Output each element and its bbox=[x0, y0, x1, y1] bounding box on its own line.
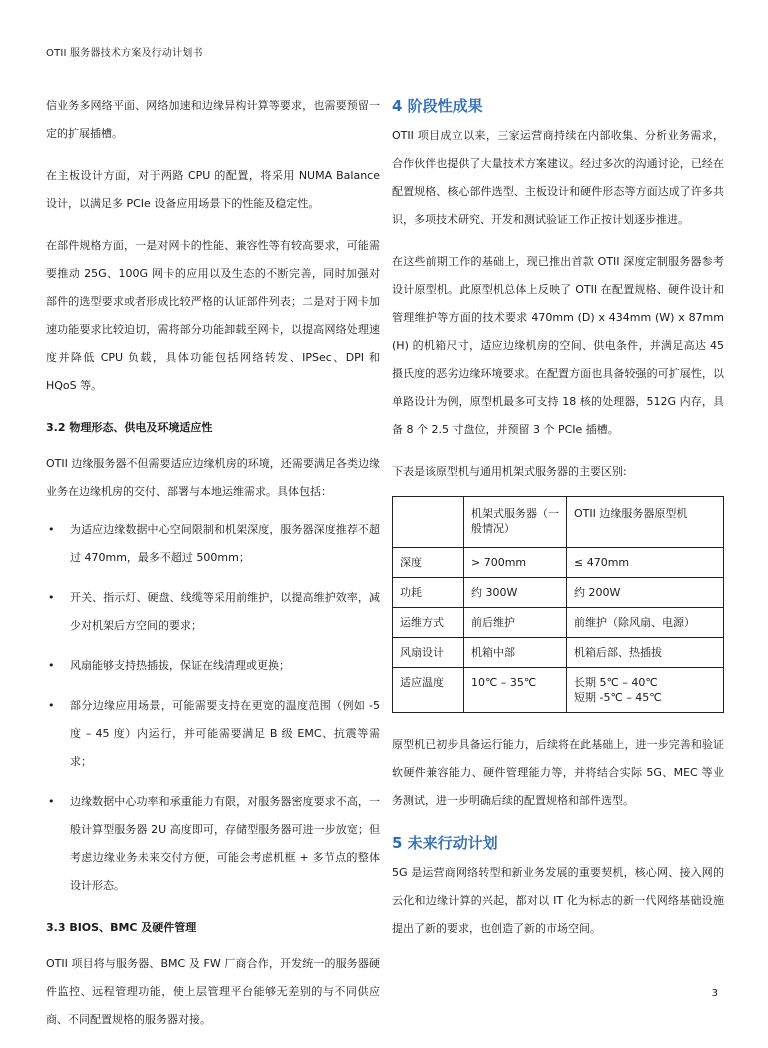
paragraph: 在主板设计方面，对于两路 CPU 的配置，将采用 NUMA Balance 设计，以满足多 PCIe 设备应用场景下的性能及稳定性。 bbox=[46, 169, 380, 210]
paragraph: 在部件规格方面，一是对网卡的性能、兼容性等有较高要求，可能需要推动 25G、100G 网卡的应用以及生态的不断完善，同时加强对部件的选型要求或者形成比较严格的认证部件列表；二是对于网卡加速功能要求比较迫切，需将部分功能卸载至网卡，以提高网络处理速度并降低 CPU 负载，具体功能包括网络转发、IPSec、DPI 和 HQoS 等。 bbox=[46, 239, 380, 392]
table-cell: 功耗 bbox=[393, 578, 464, 608]
paragraph: 原型机已初步具备运行能力，后续将在此基础上，进一步完善和验证软硬件兼容能力、硬件管理能力等，并将结合实际 5G、MEC 等业务测试，进一步明确后续的配置规格和部件选型。 bbox=[392, 738, 724, 807]
table-header-cell bbox=[393, 497, 464, 548]
table-header-row bbox=[393, 497, 724, 548]
list-item: • 为适应边缘数据中心空间限制和机架深度，服务器深度推荐不超过 470mm，最多不超过 500mm； bbox=[46, 516, 380, 572]
table-row bbox=[393, 668, 724, 713]
table-row bbox=[393, 608, 724, 638]
table-cell: 前维护（除风扇、电源） bbox=[567, 608, 724, 638]
list-item: • 开关、指示灯、硬盘、线缆等采用前维护，以提高维护效率，减少对机架后方空间的要求； bbox=[46, 584, 380, 640]
table-cell: 约 200W bbox=[567, 578, 724, 608]
table-cell: > 700mm bbox=[464, 548, 567, 578]
paragraph: 信业务多网络平面、网络加速和边缘异构计算等要求，也需要预留一定的扩展插槽。 bbox=[46, 99, 380, 140]
paragraph: OTII 项目将与服务器、BMC 及 FW 厂商合作，开发统一的服务器硬件监控、远程管理功能，使上层管理平台能够无差别的与不同供应商、不同配置规格的服务器对接。 bbox=[46, 957, 380, 1026]
section-heading-4: 4 阶段性成果 bbox=[392, 97, 483, 115]
section-heading-5: 5 未来行动计划 bbox=[392, 834, 498, 852]
table-cell: 10℃ – 35℃ bbox=[464, 668, 567, 713]
section-heading-3-3: 3.3 BIOS、BMC 及硬件管理 bbox=[46, 921, 197, 934]
table-cell: 机箱后部、热插拔 bbox=[567, 638, 724, 668]
temp-long-term: 长期 5℃ – 40℃ bbox=[574, 676, 658, 689]
temp-short-term: 短期 -5℃ – 45℃ bbox=[574, 691, 662, 704]
page-number: 3 bbox=[711, 988, 718, 999]
comparison-table bbox=[392, 496, 724, 713]
table-header-cell: 机架式服务器（一般情况） bbox=[464, 497, 567, 548]
paragraph: OTII 项目成立以来，三家运营商持续在内部收集、分析业务需求，合作伙伴也提供了大量技术方案建议。经过多次的沟通讨论，已经在配置规格、核心部件选型、主板设计和硬件形态等方面达成了许多共识，多项技术研究、开发和测试验证工作正按计划逐步推进。 bbox=[392, 129, 724, 226]
paragraph: 在这些前期工作的基础上，现已推出首款 OTII 深度定制服务器参考设计原型机。此原型机总体上反映了 OTII 在配置规格、硬件设计和管理维护等方面的技术要求 470mm (D) x 434mm (W) x 87mm (H) 的机箱尺寸，适应边缘机房的空间、供电条件，并满足高达 45 摄氏度的恶劣边缘环境要求。在配置方面也具备较强的可扩展性，以单路设计为例，原型机最多可支持 18 核的处理器，512G 内存，具备 8 个 2.5 寸盘位，并预留 3 个 PCIe 插槽。 bbox=[392, 255, 724, 436]
table-cell bbox=[567, 668, 724, 713]
paragraph: 下表是该原型机与通用机架式服务器的主要区别: bbox=[392, 465, 627, 478]
list-item: • 部分边缘应用场景，可能需要支持在更宽的温度范围（例如 -5 度 – 45 度）内运行，并可能需要满足 B 级 EMC、抗震等需求； bbox=[46, 692, 380, 776]
table-cell: 约 300W bbox=[464, 578, 567, 608]
running-header: OTII 服务器技术方案及行动计划书 bbox=[46, 48, 203, 59]
table-cell: 运维方式 bbox=[393, 608, 464, 638]
table-row bbox=[393, 548, 724, 578]
table-cell: 深度 bbox=[393, 548, 464, 578]
list-item: • 风扇能够支持热插拔，保证在线清理或更换； bbox=[46, 652, 380, 680]
left-column bbox=[46, 92, 380, 1048]
section-heading-3-2: 3.2 物理形态、供电及环境适应性 bbox=[46, 421, 213, 434]
paragraph: OTII 边缘服务器不但需要适应边缘机房的环境，还需要满足各类边缘业务在边缘机房的交付、部署与本地运维需求。具体包括： bbox=[46, 457, 380, 498]
right-column bbox=[392, 92, 724, 957]
requirements-list bbox=[46, 516, 380, 900]
table-cell: 风扇设计 bbox=[393, 638, 464, 668]
list-item: • 边缘数据中心功率和承重能力有限，对服务器密度要求不高，一般计算型服务器 2U 高度即可，存储型服务器可进一步放宽；但考虑边缘业务未来交付方便，可能会考虑机框 + 多节点的整体设计形态。 bbox=[46, 788, 380, 900]
paragraph: 5G 是运营商网络转型和新业务发展的重要契机，核心网、接入网的云化和边缘计算的兴起，都对以 IT 化为标志的新一代网络基础设施提出了新的要求，也创造了新的市场空间。 bbox=[392, 866, 724, 935]
table-cell: ≤ 470mm bbox=[567, 548, 724, 578]
table-cell: 机箱中部 bbox=[464, 638, 567, 668]
table-row bbox=[393, 578, 724, 608]
table-cell: 适应温度 bbox=[393, 668, 464, 713]
table-row bbox=[393, 638, 724, 668]
table-header-cell: OTII 边缘服务器原型机 bbox=[567, 497, 724, 548]
table-cell: 前后维护 bbox=[464, 608, 567, 638]
